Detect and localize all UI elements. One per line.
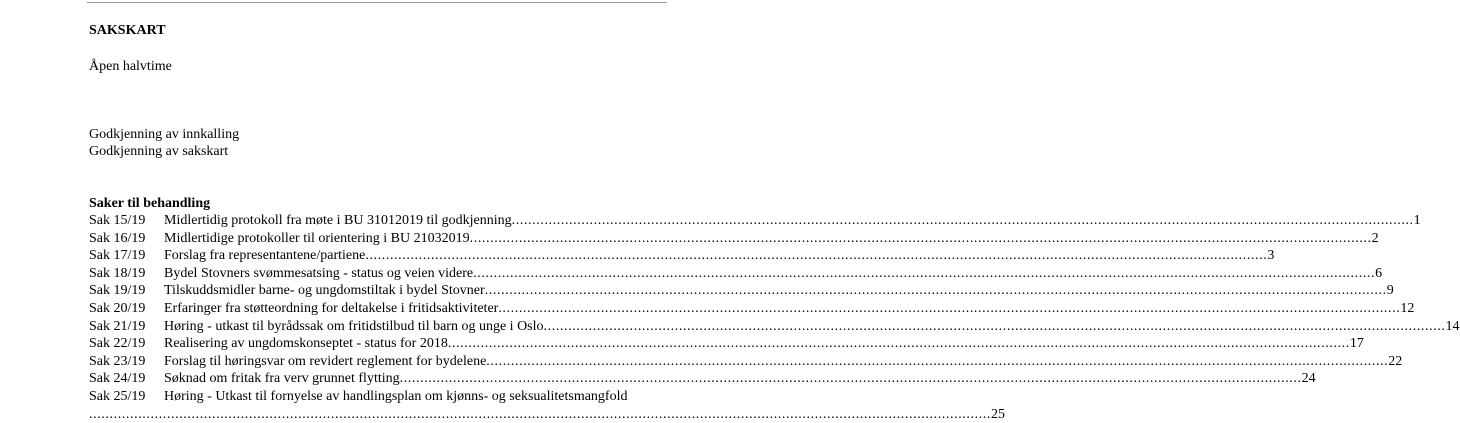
- case-title: Søknad om fritak fra verv grunnet flytting: [164, 371, 400, 387]
- case-row[interactable]: [89, 335, 1364, 353]
- case-row[interactable]: [89, 282, 1394, 300]
- approval-invitation: Godkjenning av innkalling: [89, 127, 240, 142]
- dot-leader: ............................................................................................................................................................................................................................: [543, 318, 1446, 334]
- case-row-continuation: [89, 406, 1005, 423]
- case-title: Midlertidige protokoller til orientering i BU 21032019: [164, 230, 470, 246]
- case-row[interactable]: [89, 230, 1379, 248]
- case-title: Tilskuddsmidler barne- og ungdomstiltak i bydel Stovner: [164, 283, 485, 299]
- case-title: Erfaringer fra støtteordning for deltakelse i fritidsaktiviteter: [164, 300, 499, 316]
- case-title: Bydel Stovners svømmesatsing - status og veien videre: [164, 265, 474, 281]
- case-row[interactable]: [89, 247, 1275, 265]
- case-row[interactable]: [89, 265, 1383, 283]
- case-title: Høring - Utkast til fornyelse av handlingsplan om kjønns- og seksualitetsmangfold: [164, 388, 628, 404]
- dot-leader: ............................................................................................................................................................................................................................: [484, 283, 1387, 299]
- dot-leader: ............................................................................................................................................................................................................................: [365, 248, 1268, 264]
- dot-leader: ............................................................................................................................................................................................................................: [486, 353, 1389, 369]
- case-page-number: 14: [1445, 318, 1460, 334]
- case-row[interactable]: [89, 300, 1415, 318]
- case-number: Sak 24/19: [89, 371, 146, 387]
- case-title: Forslag til høringsvar om revidert reglement for bydelene: [164, 353, 487, 369]
- case-number: Sak 18/19: [89, 265, 146, 281]
- case-row[interactable]: [89, 388, 666, 406]
- dot-leader: ............................................................................................................................................................................................................................: [473, 265, 1376, 281]
- case-page-number: 3: [1267, 248, 1275, 264]
- case-page-number: 6: [1375, 265, 1383, 281]
- dot-leader: ............................................................................................................................................................................................................................: [89, 406, 991, 422]
- case-title: Forslag fra representantene/partiene: [164, 248, 366, 264]
- case-page-number: 9: [1386, 283, 1394, 299]
- dot-leader: ............................................................................................................................................................................................................................: [511, 213, 1414, 228]
- case-row[interactable]: [89, 370, 1316, 388]
- dot-leader: ............................................................................................................................................................................................................................: [498, 300, 1401, 316]
- case-number: Sak 16/19: [89, 230, 146, 246]
- case-row[interactable]: [89, 318, 1460, 336]
- case-page-number: 17: [1349, 336, 1364, 352]
- dot-leader: ............................................................................................................................................................................................................................: [399, 371, 1302, 387]
- case-page-number: 22: [1388, 353, 1403, 369]
- top-rule: [87, 2, 667, 3]
- case-title: Realisering av ungdomskonseptet - status for 2018: [164, 336, 448, 352]
- cases-heading: Saker til behandling: [89, 196, 211, 211]
- case-page-number: 2: [1371, 230, 1379, 246]
- case-number: Sak 20/19: [89, 300, 146, 316]
- approval-agenda: Godkjenning av sakskart: [89, 144, 229, 159]
- case-number: Sak 15/19: [89, 213, 146, 228]
- dot-leader: ............................................................................................................................................................................................................................: [447, 336, 1350, 352]
- case-number: Sak 25/19: [89, 388, 146, 404]
- case-page-number: 24: [1301, 371, 1316, 387]
- case-list: [89, 212, 1460, 423]
- case-number: Sak 22/19: [89, 336, 146, 352]
- case-number: Sak 19/19: [89, 283, 146, 299]
- case-page-number: 1: [1413, 213, 1421, 228]
- case-page-number: 25: [991, 406, 1005, 422]
- case-title: Midlertidig protokoll fra møte i BU 31012019 til godkjenning: [164, 213, 512, 228]
- case-number: Sak 21/19: [89, 318, 146, 334]
- case-number: Sak 23/19: [89, 353, 146, 369]
- agenda-heading: SAKSKART: [89, 23, 166, 38]
- open-half-hour: Åpen halvtime: [89, 59, 172, 74]
- case-title: Høring - utkast til byrådssak om fritidstilbud til barn og unge i Oslo: [164, 318, 544, 334]
- case-row[interactable]: [89, 353, 1403, 371]
- case-row[interactable]: [89, 212, 1421, 230]
- dot-leader: ............................................................................................................................................................................................................................: [469, 230, 1372, 246]
- case-page-number: 12: [1400, 300, 1415, 316]
- case-number: Sak 17/19: [89, 248, 146, 264]
